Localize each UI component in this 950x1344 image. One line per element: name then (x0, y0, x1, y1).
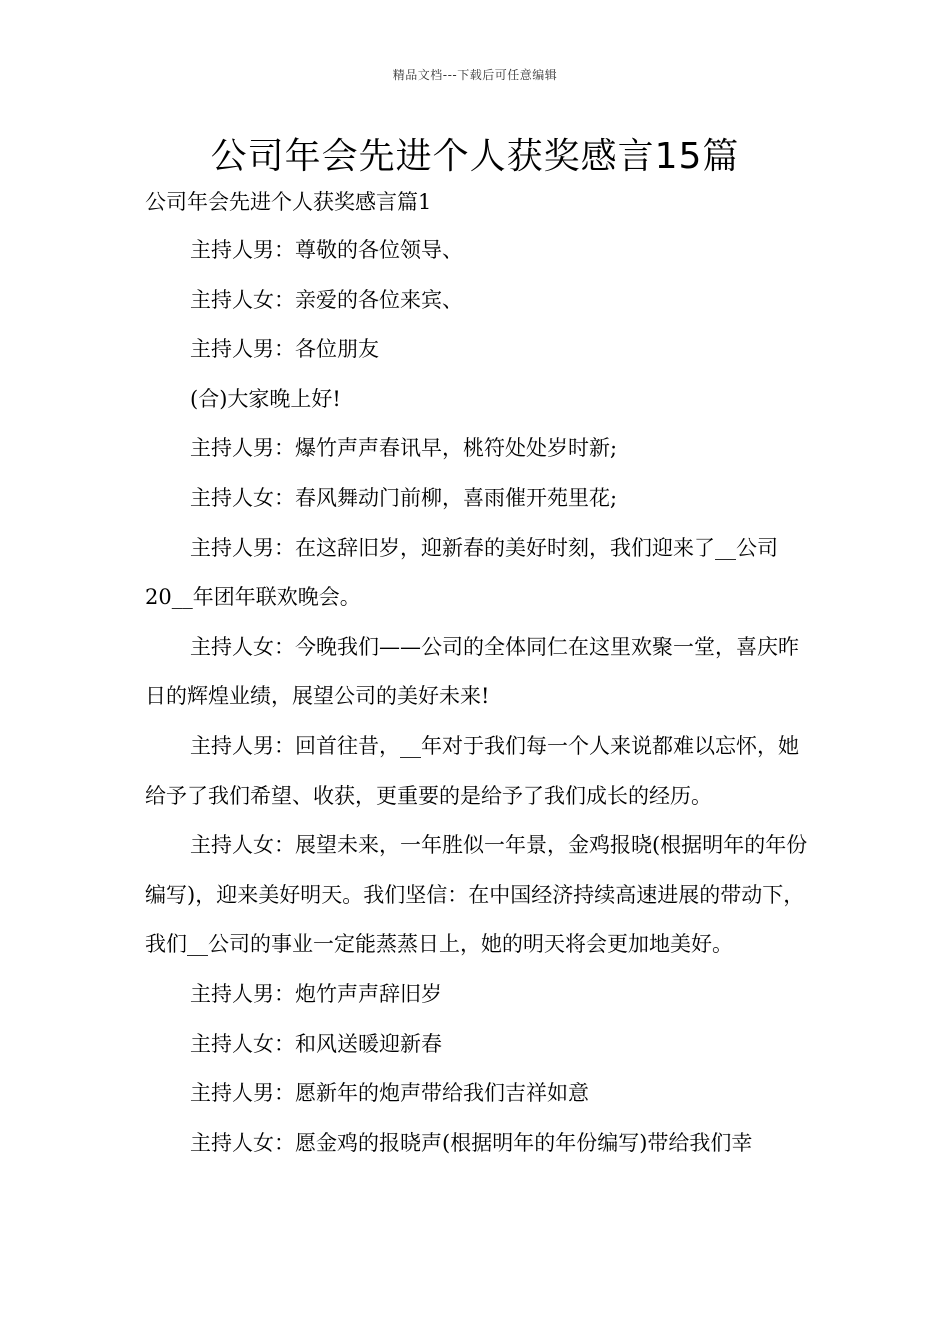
document-body (145, 226, 810, 1168)
paragraph: 主持人女：今晚我们——公司的全体同仁在这里欢聚一堂，喜庆昨日的辉煌业绩，展望公司的美好未来! (145, 634, 799, 709)
paragraph: 主持人女：展望未来，一年胜似一年景，金鸡报晓(根据明年的年份编写)，迎来美好明天。我们坚信：在中国经济持续高速进展的带动下，我们__公司的事业一定能蒸蒸日上，她的明天将会更加地美好。 (145, 833, 808, 957)
paragraph: 主持人男：尊敬的各位领导、 (190, 238, 463, 262)
header-note: 精品文档---下载后可任意编辑 (392, 68, 558, 82)
paragraph: 主持人男：炮竹声声辞旧岁 (190, 981, 442, 1006)
paragraph: 主持人女：愿金鸡的报晓声(根据明年的年份编写)带给我们幸 (190, 1130, 753, 1155)
paragraph: 主持人女：春风舞动门前柳，喜雨催开苑里花; (190, 485, 618, 510)
paragraph: (合)大家晚上好! (190, 386, 341, 411)
paragraph: 主持人男：各位朋友 (190, 337, 379, 362)
paragraph: 主持人男：在这辞旧岁，迎新春的美好时刻，我们迎来了__公司20__年团年联欢晚会。 (145, 535, 778, 610)
document-title: 公司年会先进个人获奖感言15篇 (210, 136, 740, 177)
paragraph: 主持人女：和风送暖迎新春 (190, 1031, 442, 1056)
section-heading: 公司年会先进个人获奖感言篇1 (145, 190, 432, 214)
paragraph: 主持人男：爆竹声声春讯早，桃符处处岁时新; (190, 436, 618, 461)
paragraph: 主持人女：亲爱的各位来宾、 (190, 287, 463, 312)
paragraph: 主持人男：愿新年的炮声带给我们吉祥如意 (190, 1081, 589, 1106)
paragraph: 主持人男：回首往昔，__年对于我们每一个人来说都难以忘怀，她给予了我们希望、收获，更重要的是给予了我们成长的经历。 (145, 733, 799, 808)
